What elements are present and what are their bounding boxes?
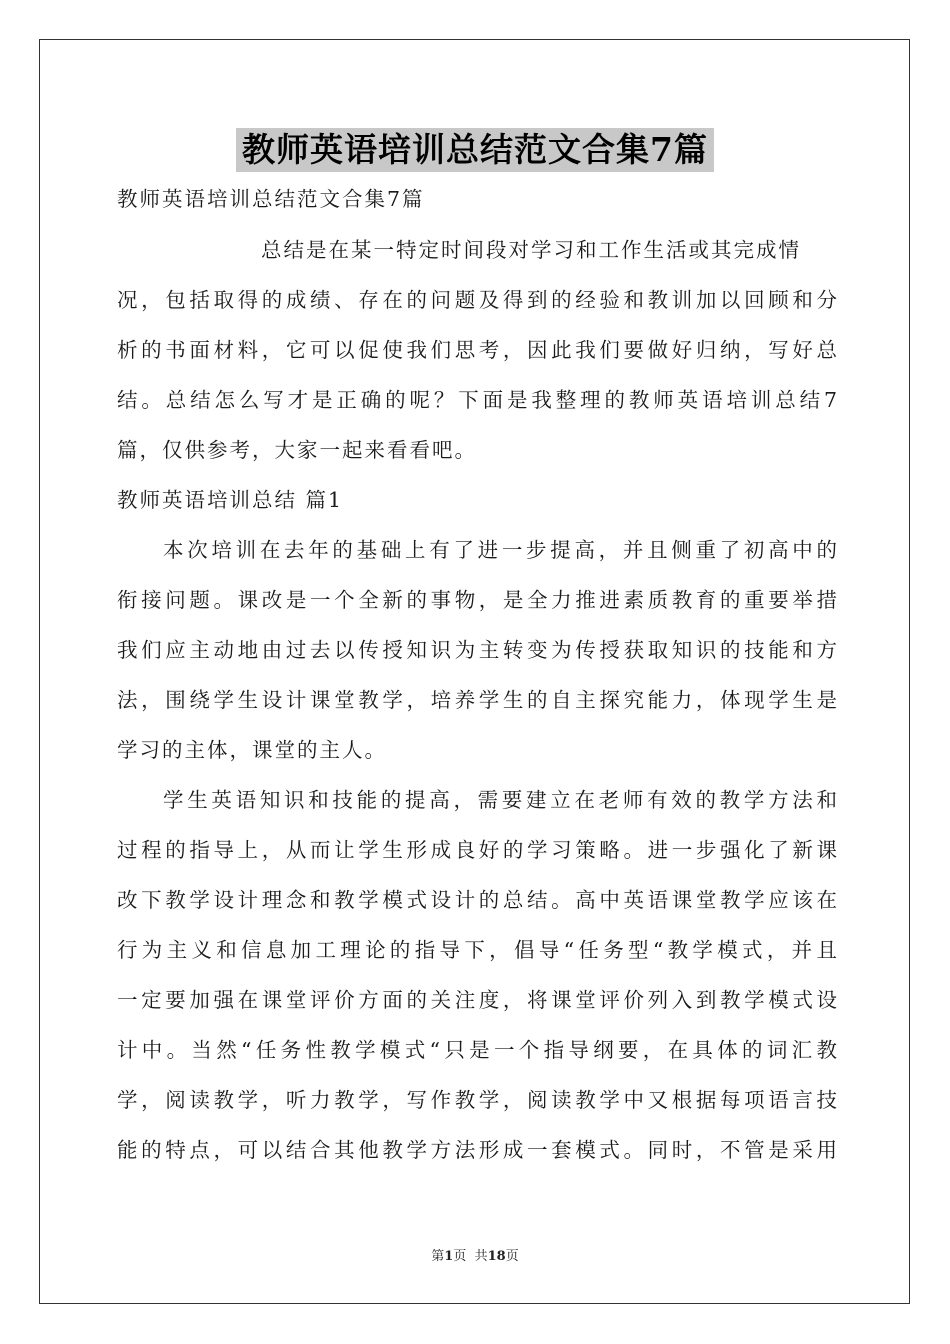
- section-heading: 教师英语培训总结 篇1: [117, 488, 344, 512]
- intro-line: 总结是在某一特定时间段对学习和工作生活或其完成情: [261, 238, 801, 262]
- intro-line: 析的书面材料，它可以促使我们思考，因此我们要做好归纳，写好总: [117, 338, 837, 362]
- intro-line: 况，包括取得的成绩、存在的问题及得到的经验和教训加以回顾和分: [117, 288, 837, 312]
- paragraph-line: 改下教学设计理念和教学模式设计的总结。高中英语课堂教学应该在: [117, 888, 837, 912]
- intro-line: 结。总结怎么写才是正确的呢？下面是我整理的教师英语培训总结7: [117, 388, 837, 412]
- page-border: [39, 39, 910, 1304]
- paragraph-line: 本次培训在去年的基础上有了进一步提高，并且侧重了初高中的: [163, 538, 837, 562]
- paragraph-line: 学，阅读教学，听力教学，写作教学，阅读教学中又根据每项语言技: [117, 1088, 837, 1112]
- paragraph-line: 过程的指导上，从而让学生形成良好的学习策略。进一步强化了新课: [117, 838, 837, 862]
- paragraph-line: 计中。当然“任务性教学模式“只是一个指导纲要，在具体的词汇教: [117, 1038, 837, 1062]
- page-footer: [0, 1245, 950, 1264]
- current-page-number: 1: [444, 1249, 454, 1264]
- paragraph-line: 衔接问题。课改是一个全新的事物，是全力推进素质教育的重要举措: [117, 588, 837, 612]
- paragraph-line: 学习的主体，课堂的主人。: [117, 738, 387, 762]
- paragraph-line: 一定要加强在课堂评价方面的关注度，将课堂评价列入到教学模式设: [117, 988, 837, 1012]
- document-subtitle: 教师英语培训总结范文合集7篇: [117, 187, 425, 211]
- intro-line: 篇，仅供参考，大家一起来看看吧。: [117, 438, 477, 462]
- paragraph-line: 法，围绕学生设计课堂教学，培养学生的自主探究能力，体现学生是: [117, 688, 837, 712]
- total-page-count: 18: [487, 1249, 506, 1264]
- paragraph-line: 能的特点，可以结合其他教学方法形成一套模式。同时，不管是采用: [117, 1138, 837, 1162]
- paragraph-line: 我们应主动地由过去以传授知识为主转变为传授获取知识的技能和方: [117, 638, 837, 662]
- title-container: [0, 128, 950, 172]
- footer-mid: 页 共: [453, 1249, 488, 1264]
- paragraph-line: 行为主义和信息加工理论的指导下，倡导“任务型“教学模式，并且: [117, 938, 837, 962]
- document-title: 教师英语培训总结范文合集7篇: [236, 128, 714, 172]
- footer-prefix: 第: [431, 1249, 445, 1264]
- footer-suffix: 页: [505, 1249, 519, 1264]
- paragraph-line: 学生英语知识和技能的提高，需要建立在老师有效的教学方法和: [163, 788, 837, 812]
